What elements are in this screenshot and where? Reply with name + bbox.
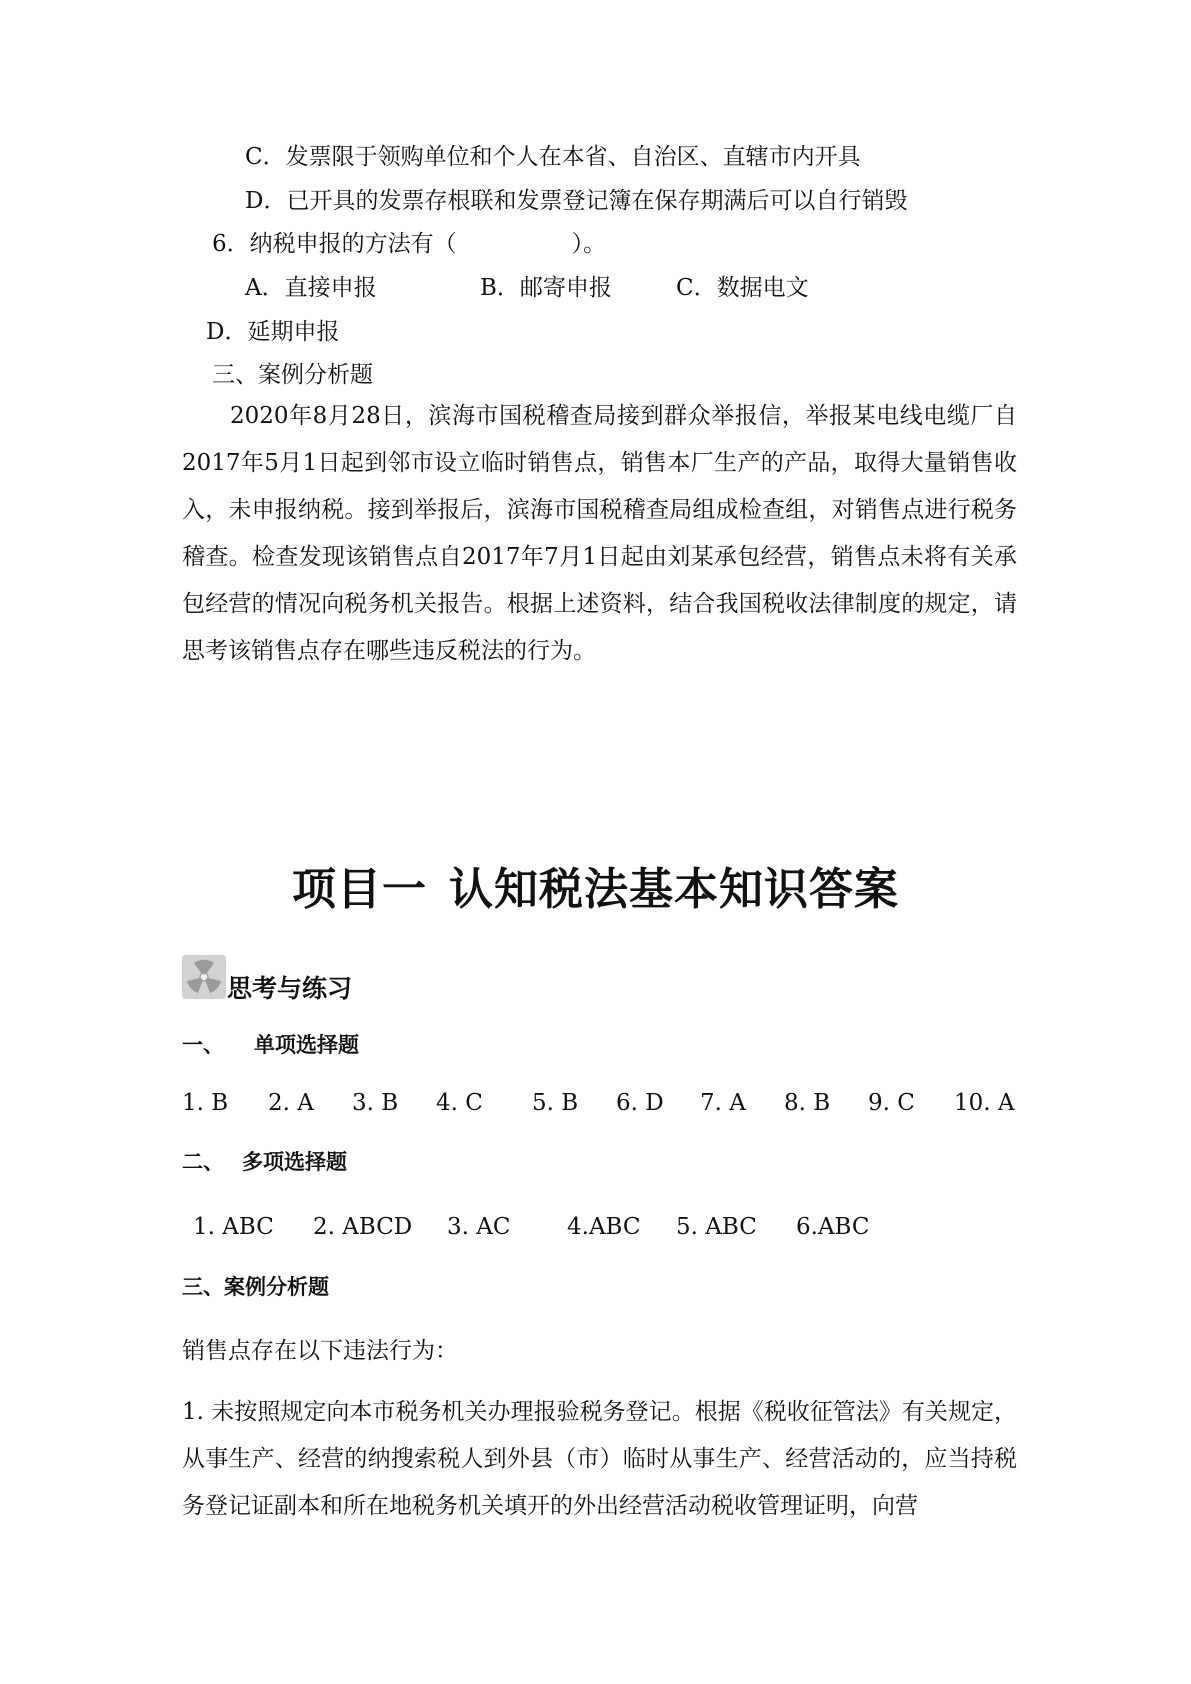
multi-answer: 1. ABC <box>193 1214 274 1240</box>
single-choice-heading <box>182 1030 359 1060</box>
multi-answer: 4.ABC <box>567 1214 641 1240</box>
single-answer: 4. C <box>436 1090 483 1116</box>
case-paragraph: 2020年8月28日，滨海市国税稽查局接到群众举报信，举报某电线电缆厂自2017年5月1日起到邻市设立临时销售点，销售本厂生产的产品，取得大量销售收入，未申报纳税。接到举报后，滨海市国税稽查局组成检查组，对销售点进行税务稽查。检查发现该销售点自2017年7月1日起由刘某承包经营，销售点未将有关承包经营的情况向税务机关报告。根据上述资料，结合我国税收法律制度的规定，请思考该销售点存在哪些违反税法的行为。 <box>182 403 1017 664</box>
answers-title-part2: 认知税法基本知识答案 <box>449 864 899 915</box>
multi-answer: 5. ABC <box>676 1214 757 1240</box>
single-answer: 6. D <box>616 1090 664 1116</box>
multi-answer: 2. ABCD <box>313 1214 413 1240</box>
single-answer: 8. B <box>784 1090 831 1116</box>
q6-option-d: D．延期申报 <box>206 319 340 345</box>
single-answer: 2. A <box>268 1090 314 1116</box>
case-section-heading: 三、案例分析题 <box>212 362 373 388</box>
answers-title-part1: 项目一 <box>292 864 427 915</box>
single-answer: 9. C <box>868 1090 915 1116</box>
q5-option-c: C．发票限于领购单位和个人在本省、自治区、直辖市内开具 <box>245 144 861 170</box>
single-answer: 3. B <box>352 1090 399 1116</box>
multi-choice-heading-text: 多项选择题 <box>242 1150 347 1174</box>
single-answer: 5. B <box>532 1090 579 1116</box>
multi-choice-heading-num: 二、 <box>182 1150 224 1174</box>
q6-stem: 6．纳税申报的方法有（ ）。 <box>212 231 607 257</box>
multi-answer: 6.ABC <box>796 1214 870 1240</box>
case-answer-intro: 销售点存在以下违法行为： <box>182 1338 458 1364</box>
radiation-icon <box>182 955 226 999</box>
single-choice-heading-text: 单项选择题 <box>254 1033 359 1057</box>
single-answer: 1. B <box>182 1090 229 1116</box>
q5-option-d: D．已开具的发票存根联和发票登记簿在保存期满后可以自行销毁 <box>245 188 908 214</box>
case-answer-heading: 三、案例分析题 <box>182 1275 329 1299</box>
multi-choice-heading <box>182 1147 347 1177</box>
answers-title <box>0 862 1191 918</box>
multi-answer: 3. AC <box>447 1214 511 1240</box>
q6-option-b: B．邮寄申报 <box>480 275 612 301</box>
answers-subtitle: 思考与练习 <box>227 974 353 1003</box>
single-choice-heading-num: 一、 <box>182 1033 224 1057</box>
q6-option-a: A．直接申报 <box>245 275 377 301</box>
case-answer-point-1: 1. 未按照规定向本市税务机关办理报验税务登记。根据《税收征管法》有关规定，从事生产、经营的纳搜索税人到外县（市）临时从事生产、经营活动的，应当持税务登记证副本和所在地税务机关填开的外出经营活动税收管理证明，向营 <box>182 1399 1017 1519</box>
single-answer: 7. A <box>700 1090 746 1116</box>
single-answer: 10. A <box>954 1090 1015 1116</box>
q6-option-c: C．数据电文 <box>676 275 809 301</box>
